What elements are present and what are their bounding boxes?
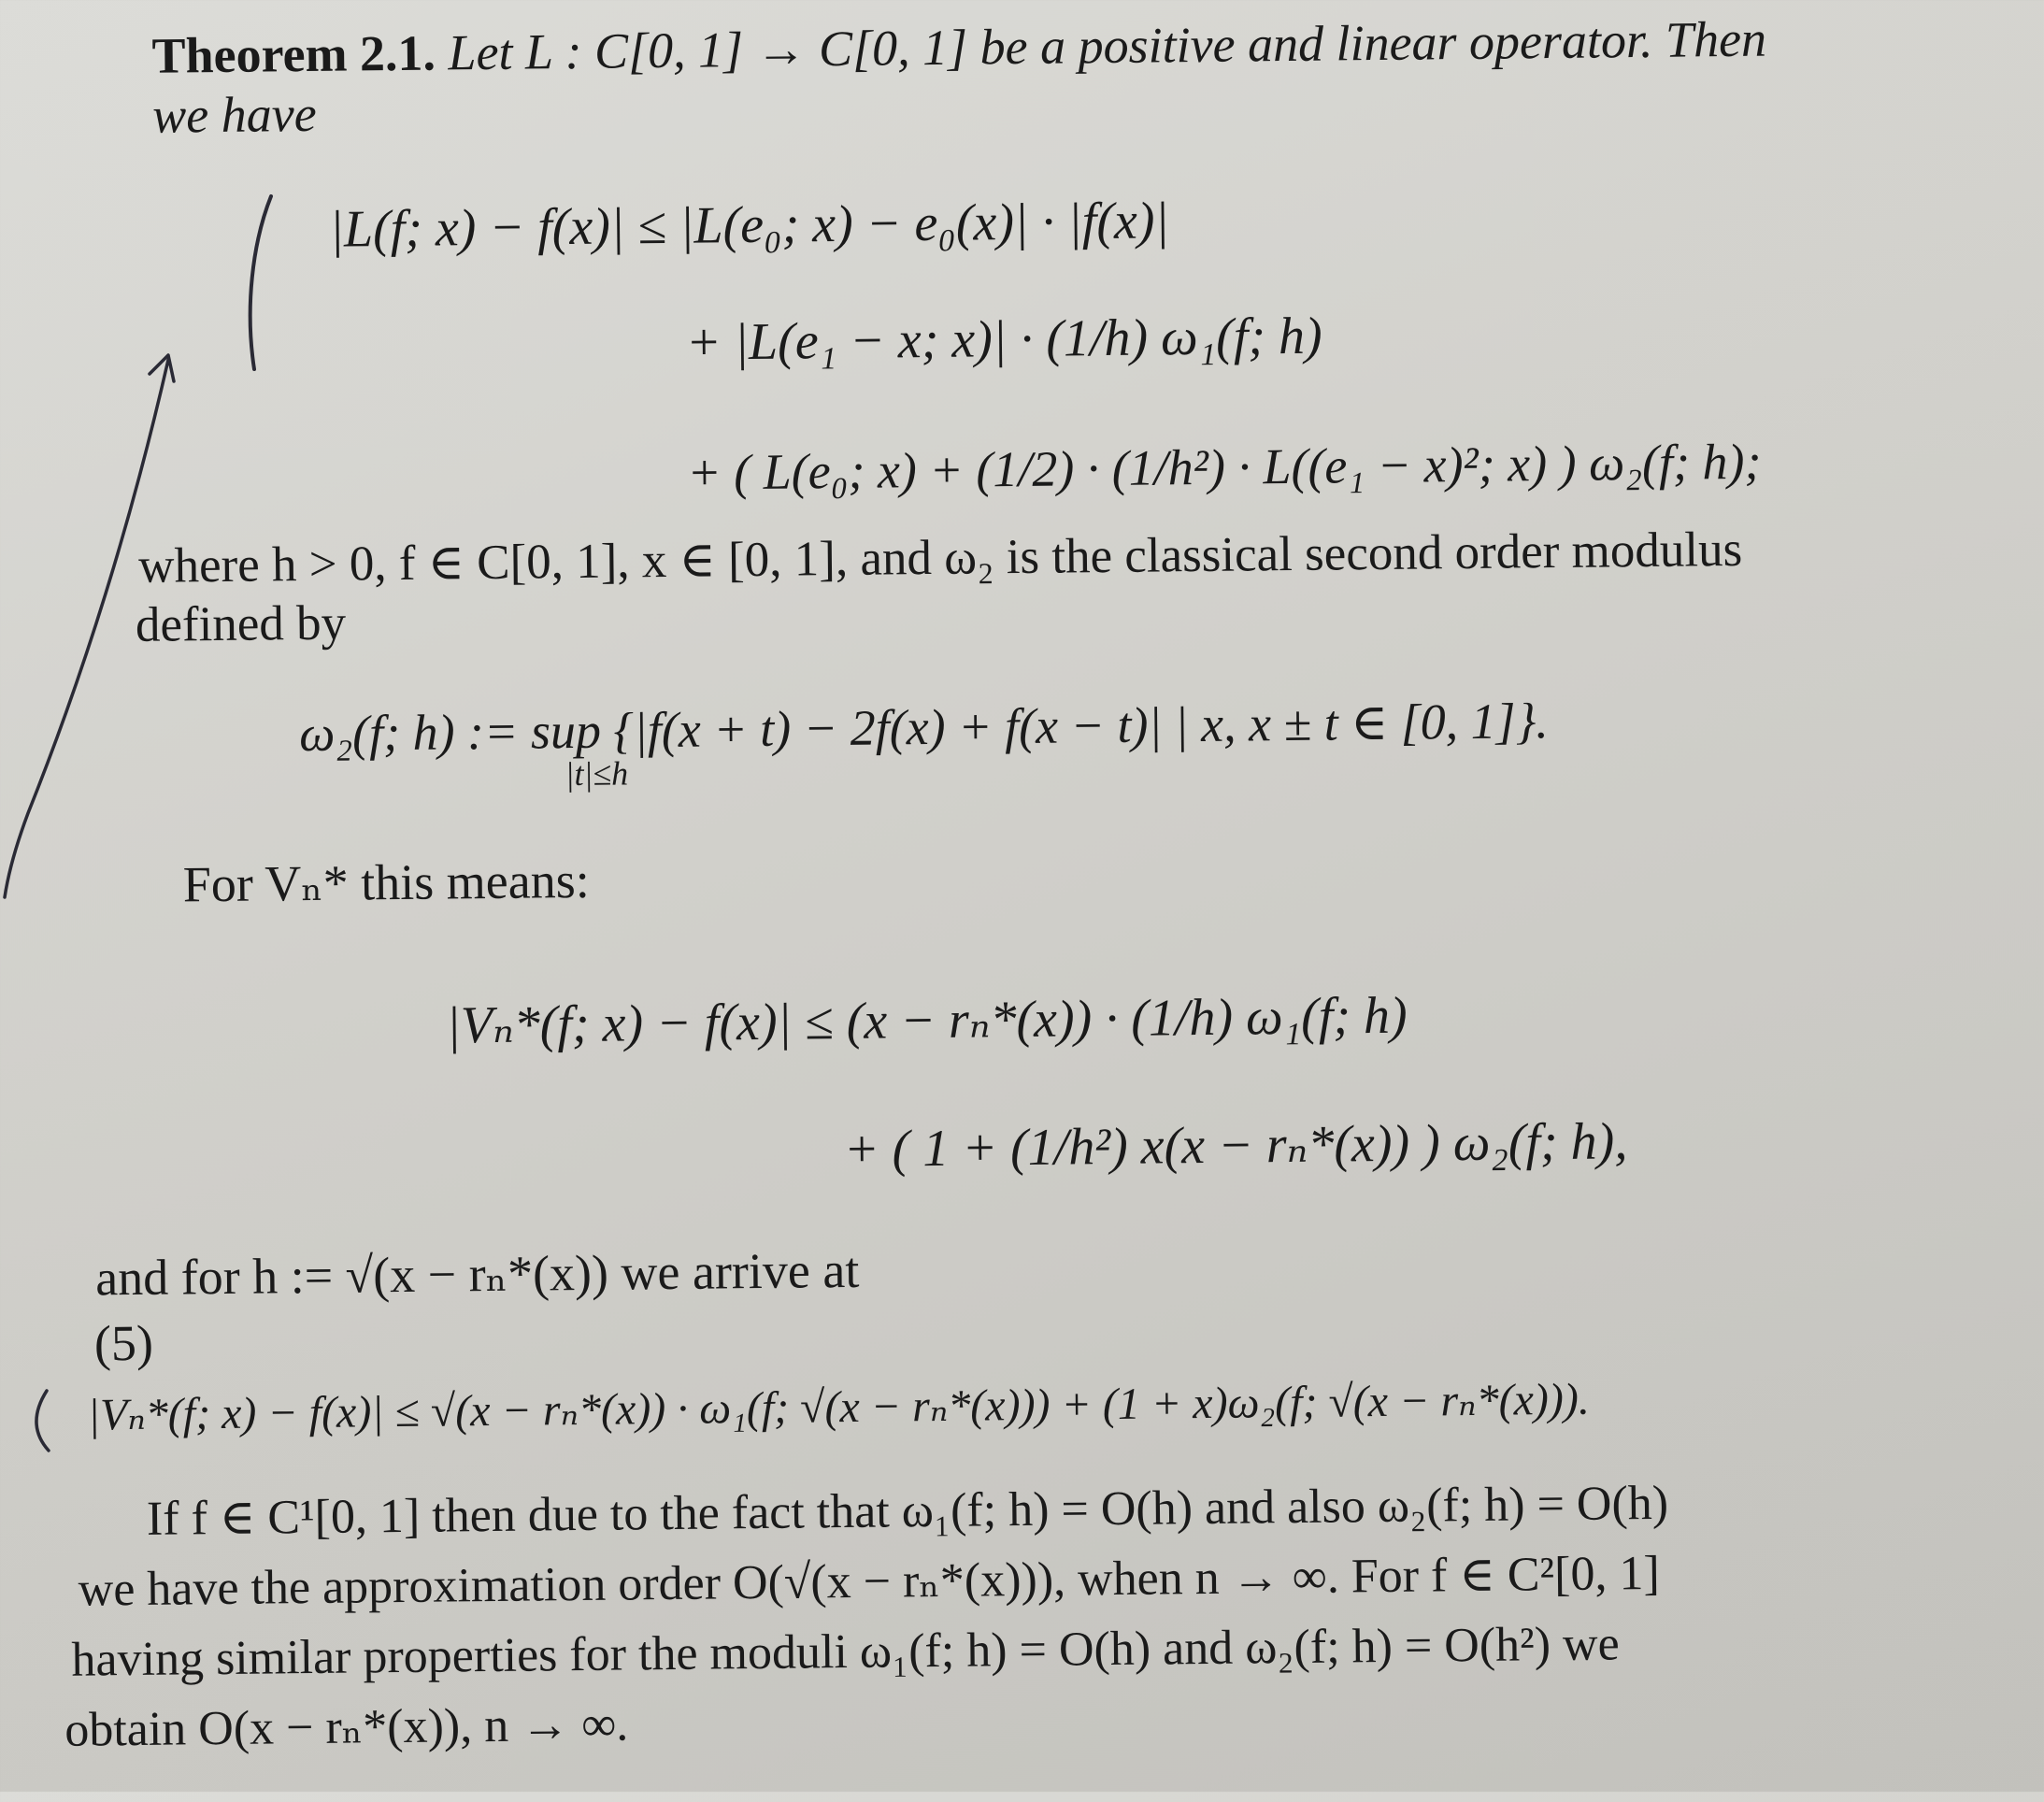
inequality1-line2: + |L(e₁ − x; x)| · (1/h) ω₁(f; h)	[685, 307, 1322, 372]
paragraph-line3: having similar properties for the moduli ω₁(f; h) = O(h) and ω₂(f; h) = O(h²) we	[71, 1617, 1620, 1687]
for-vn-text: For Vₙ* this means:	[182, 851, 590, 913]
inequality1-line1: |L(f; x) − f(x)| ≤ |L(e₀; x) − e₀(x)| · |f(x)|	[329, 192, 1170, 259]
paragraph-line4: obtain O(x − rₙ*(x)), n → ∞.	[64, 1697, 629, 1757]
inequality2-line2: + ( 1 + (1/h²) x(x − rₙ*(x)) ) ω₂(f; h),	[843, 1112, 1628, 1180]
theorem-statement-line2: we have	[151, 85, 317, 144]
inequality5: |Vₙ*(f; x) − f(x)| ≤ √(x − rₙ*(x)) · ω₁(f; √(x − rₙ*(x))) + (1 + x)ω₂(f; √(x − rₙ*(x))).	[87, 1374, 1591, 1440]
equation-label-5: (5)	[93, 1314, 154, 1372]
inequality1-line3: + ( L(e₀; x) + (1/2) · (1/h²) · L((e₁ − x)²; x) ) ω₂(f; h);	[686, 433, 1762, 501]
theorem-statement-text: Let L : C[0, 1] → C[0, 1] be a positive and linear operator. Then	[448, 10, 1767, 81]
modulus-sup-subscript: |t|≤h	[565, 754, 629, 794]
theorem-statement-line1	[151, 9, 1766, 87]
where-text-line1: where h > 0, f ∈ C[0, 1], x ∈ [0, 1], and ω₂ is the classical second order modulus	[137, 522, 1743, 594]
where-text-line2: defined by	[135, 595, 347, 652]
arrive-text: and for h := √(x − rₙ*(x)) we arrive at	[94, 1241, 860, 1307]
paragraph-line2: we have the approximation order O(√(x − rₙ*(x))), when n → ∞. For f ∈ C²[0, 1]	[78, 1546, 1661, 1617]
paragraph-line1: If f ∈ C¹[0, 1] then due to the fact that ω₁(f; h) = O(h) and also ω₂(f; h) = O(h)	[146, 1476, 1669, 1546]
theorem-label: Theorem 2.1.	[151, 24, 436, 84]
inequality2-line1: |Vₙ*(f; x) − f(x)| ≤ (x − rₙ*(x)) · (1/h) ω₁(f; h)	[446, 986, 1408, 1055]
modulus-definition: ω₂(f; h) := sup {|f(x + t) − 2f(x) + f(x − t)| | x, x ± t ∈ [0, 1]}.	[298, 693, 1550, 763]
